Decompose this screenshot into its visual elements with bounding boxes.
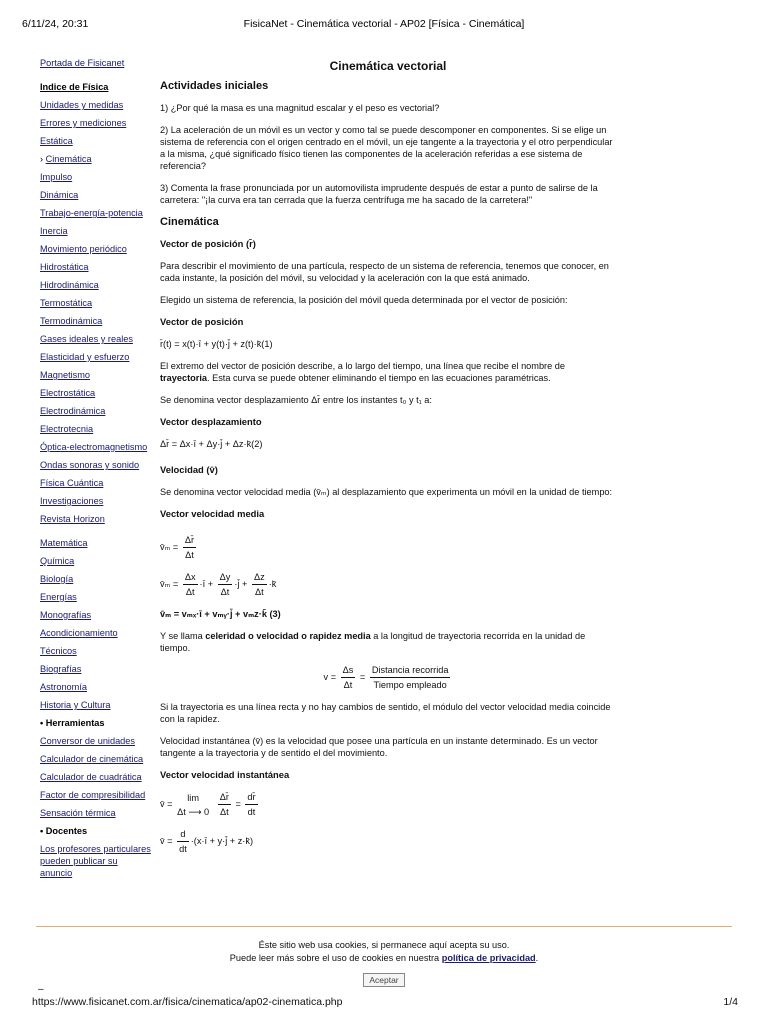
sidebar-link-current[interactable]: [40, 153, 152, 165]
page-title: Cinemática vectorial: [329, 59, 447, 73]
footer-dash: –: [38, 984, 44, 995]
sidebar-link-indice[interactable]: Indice de Física: [40, 82, 109, 92]
sidebar-link[interactable]: Hidrodinámica: [40, 280, 99, 290]
main-content: [160, 60, 616, 865]
sidebar-link[interactable]: Biología: [40, 574, 74, 584]
eq-lhs: v =: [323, 671, 337, 682]
equation-3: [160, 534, 616, 561]
activities-heading: Actividades iniciales: [160, 80, 269, 92]
sidebar-link[interactable]: Técnicos: [40, 646, 77, 656]
sidebar-link[interactable]: Óptica-electromagnetismo: [40, 442, 148, 452]
numerator: Δr̄: [183, 534, 196, 548]
accept-cookies-button[interactable]: Aceptar: [363, 973, 404, 987]
numerator: Δz: [252, 571, 267, 585]
sidebar-link[interactable]: Unidades y medidas: [40, 100, 124, 110]
section-herramientas: • Herramientas: [40, 718, 105, 728]
fraction: [183, 571, 198, 598]
sidebar-link[interactable]: Dinámica: [40, 190, 79, 200]
equation-5: v̄ₘ = vₘₓ·ī + vₘᵧ·j̄ + vₘz·k̄ (3): [160, 609, 281, 619]
sidebar-link[interactable]: Matemática: [40, 538, 88, 548]
numerator: Δx: [183, 571, 198, 585]
paragraph: Si la trayectoria es una línea recta y no hay cambios de sentido, el módulo del vector velocidad media coincide con la rapidez.: [160, 702, 611, 724]
sidebar-link[interactable]: Monografías: [40, 610, 92, 620]
sidebar-link[interactable]: Errores y mediciones: [40, 118, 127, 128]
fraction: [245, 791, 257, 818]
numerator: Δy: [218, 571, 233, 585]
position-heading: Vector de posición (r̄): [160, 238, 256, 249]
limit-subscript: Δt ⟶ 0: [177, 806, 210, 817]
position-subheading: Vector de posición: [160, 316, 244, 327]
paragraph: Velocidad instantánea (v̄) es la velocidad que posee una partícula en un instante determinado. Es un vector tangente a la trayectoria y de sentido el del movimiento.: [160, 736, 598, 758]
sidebar-tool-link[interactable]: Calculador de cinemática: [40, 754, 144, 764]
sidebar-link[interactable]: Termodinámica: [40, 316, 103, 326]
sidebar-link[interactable]: Acondicionamiento: [40, 628, 118, 638]
velocity-heading: Velocidad (v̄): [160, 464, 218, 475]
limit-label: lim: [187, 792, 199, 803]
term-celeridad: celeridad o velocidad o rapidez media: [205, 631, 371, 641]
sidebar-nav: [40, 57, 152, 885]
equation-7: [160, 791, 616, 818]
sidebar-tool-link[interactable]: Calculador de cuadrática: [40, 772, 142, 782]
paragraph: Se denomina vector desplazamiento Δr̄ entre los instantes t₀ y t₁ a:: [160, 395, 432, 405]
displacement-subheading: Vector desplazamiento: [160, 416, 262, 427]
eq-lhs: v̄ₘ =: [160, 541, 179, 552]
sidebar-link[interactable]: Astronomía: [40, 682, 87, 692]
eq-lhs: v̄ =: [160, 835, 173, 846]
equation-4: [160, 571, 616, 598]
equation-8: [160, 828, 616, 855]
sidebar-tool-link[interactable]: Sensación térmica: [40, 808, 116, 818]
text-span: a la longitud de trayectoria recorrida en la unidad de tiempo.: [160, 631, 586, 653]
eq-term: ·ī +: [199, 578, 214, 589]
denominator: Δt: [219, 807, 229, 817]
paragraph: [160, 630, 616, 654]
kinematics-heading: Cinemática: [160, 216, 219, 228]
denominator: Δt: [254, 587, 264, 597]
fraction: [218, 791, 231, 818]
denominator: Δt: [185, 550, 194, 560]
denominator: Δt: [343, 680, 353, 690]
current-marker: ›: [40, 154, 46, 164]
denominator: Δt: [185, 587, 195, 597]
paragraph: Para describir el movimiento de una partícula, respecto de un sistema de referencia, tenemos que conocer, en cada instante, la posición del móvil, su velocidad y la aceleración con la que está animado.: [160, 261, 609, 283]
fraction: [252, 571, 267, 598]
numerator: Δr̄: [218, 791, 231, 805]
numerator: dr̄: [245, 791, 257, 805]
sidebar-link[interactable]: Ondas sonoras y sonido: [40, 460, 140, 470]
teachers-link[interactable]: Los profesores particulares pueden publicar su anuncio: [40, 844, 151, 878]
numerator: Δs: [341, 664, 356, 678]
denominator: Tiempo empleado: [373, 680, 447, 690]
sidebar-link[interactable]: Trabajo-energía-potencia: [40, 208, 143, 218]
term-trayectoria: trayectoria: [160, 373, 207, 383]
cookie-line-2: [36, 952, 732, 965]
sidebar-link[interactable]: Estática: [40, 136, 73, 146]
numerator: Distancia recorrida: [370, 664, 451, 678]
cookie-line-1: Éste sitio web usa cookies, si permanece aquí acepta su uso.: [258, 940, 510, 950]
sidebar-link[interactable]: Magnetismo: [40, 370, 91, 380]
eq-sign: =: [359, 671, 366, 682]
eq-lhs: v̄ =: [160, 798, 173, 809]
sidebar-link[interactable]: Gases ideales y reales: [40, 334, 133, 344]
sidebar-link[interactable]: Movimiento periódico: [40, 244, 127, 254]
paragraph: [160, 360, 616, 384]
sidebar-link[interactable]: Impulso: [40, 172, 73, 182]
text-span: Y se llama: [160, 631, 206, 641]
sidebar-link-cinematica: Cinemática: [45, 154, 92, 164]
fraction: [341, 664, 356, 691]
print-url: https://www.fisicanet.com.ar/fisica/cinematica/ap02-cinematica.php: [32, 996, 343, 1008]
sidebar-link[interactable]: Historia y Cultura: [40, 700, 111, 710]
sidebar-tool-link[interactable]: Conversor de unidades: [40, 736, 135, 746]
print-date: 6/11/24, 20:31: [22, 18, 89, 30]
eq-lhs: v̄ₘ =: [160, 578, 179, 589]
print-header: [0, 18, 768, 32]
avg-velocity-subheading: Vector velocidad media: [160, 508, 265, 519]
page-number: 1/4: [723, 996, 738, 1008]
equation-2: Δr̄ = Δx·ī + Δy·j̄ + Δz·k̄(2): [160, 439, 263, 449]
sidebar-tool-link[interactable]: Factor de compresibilidad: [40, 790, 146, 800]
sidebar-link[interactable]: Elasticidad y esfuerzo: [40, 352, 130, 362]
fraction: [177, 828, 189, 855]
sidebar-link[interactable]: Portada de Fisicanet: [40, 58, 125, 68]
limit: [177, 792, 209, 818]
question-2: 2) La aceleración de un móvil es un vector y como tal se puede descomponer en componentes. Si se elige un sistema de referencia con el origen centrado en el móvil, un eje tangente a la trayectoria y el otro perpendicular a la misma, ¿qué significado físico tienen las componentes de la aceleración referidas a ese sistema de referencia?: [160, 125, 613, 171]
fraction: [218, 571, 233, 598]
eq-term: ·k̄: [268, 578, 277, 589]
eq-sign: =: [235, 798, 241, 809]
sidebar-link[interactable]: Electrostática: [40, 388, 96, 398]
inst-velocity-subheading: Vector velocidad instantánea: [160, 769, 290, 780]
eq-term: ·j̄ +: [234, 578, 248, 589]
section-docentes: • Docentes: [40, 826, 88, 836]
fraction: [370, 664, 451, 691]
cookie-banner: [36, 926, 732, 991]
numerator: d: [177, 828, 189, 842]
equation-6: [160, 664, 616, 691]
text-span: . Esta curva se puede obtener eliminando el tiempo en las ecuaciones paramétricas.: [206, 373, 551, 383]
sidebar-link[interactable]: Química: [40, 556, 75, 566]
question-3: 3) Comenta la frase pronunciada por un automovilista imprudente después de estar a punto de salirse de la carretera: "¡la curva era tan cerrada que la fuerza centrífuga me ha sacado de la carretera!": [160, 183, 598, 205]
text-span: Puede leer más sobre el uso de cookies en nuestra: [229, 953, 442, 963]
sidebar-link[interactable]: Energías: [40, 592, 77, 602]
paragraph: Elegido un sistema de referencia, la posición del móvil queda determinada por el vector de posición:: [160, 295, 568, 305]
privacy-policy-link[interactable]: política de privacidad: [441, 953, 536, 963]
question-1: 1) ¿Por qué la masa es una magnitud escalar y el peso es vectorial?: [160, 103, 440, 113]
denominator: dt: [179, 844, 187, 854]
sidebar-link[interactable]: Termostática: [40, 298, 93, 308]
print-title: FisicaNet - Cinemática vectorial - AP02 [Física - Cinemática]: [243, 18, 525, 30]
denominator: dt: [247, 807, 256, 817]
denominator: Δt: [220, 587, 230, 597]
sidebar-link[interactable]: Electrotecnia: [40, 424, 94, 434]
fraction: [183, 534, 196, 561]
sidebar-link[interactable]: Inercia: [40, 226, 68, 236]
text-span: .: [535, 953, 539, 963]
sidebar-link[interactable]: Hidrostática: [40, 262, 89, 272]
sidebar-link[interactable]: Investigaciones: [40, 496, 104, 506]
paragraph: Se denomina vector velocidad media (v̄ₘ) al desplazamiento que experimenta un móvil en la unidad de tiempo:: [160, 487, 613, 497]
sidebar-link[interactable]: Biografías: [40, 664, 82, 674]
eq-term: ·(x·ī + y·j̄ + z·k̄): [190, 835, 254, 846]
equation-1: r̄(t) = x(t)·ī + y(t)·j̄ + z(t)·k̄(1): [160, 339, 273, 349]
sidebar-link[interactable]: Electrodinámica: [40, 406, 106, 416]
text-span: El extremo del vector de posición describe, a lo largo del tiempo, una línea que recibe el nombre de: [160, 361, 565, 371]
sidebar-link[interactable]: Revista Horizon: [40, 514, 105, 524]
sidebar-link[interactable]: Física Cuántica: [40, 478, 104, 488]
